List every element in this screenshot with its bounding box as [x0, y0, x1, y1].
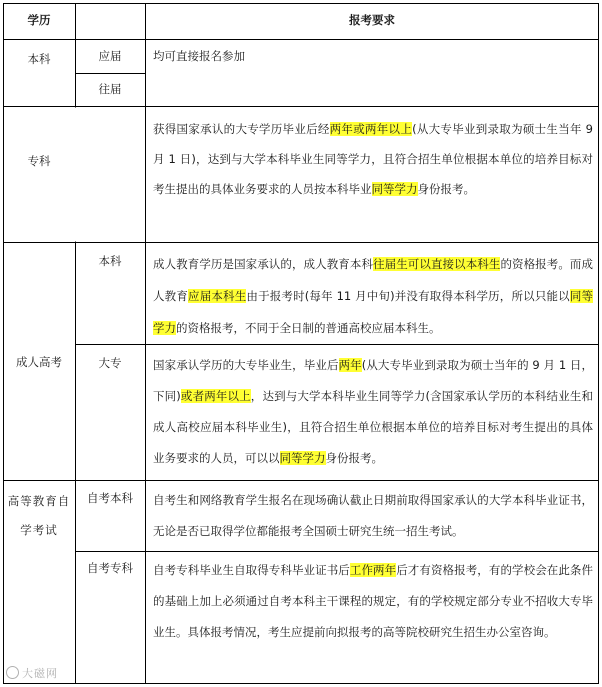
highlight-previous-grad: 往届生可以直接以本科生	[373, 257, 501, 271]
highlight-two-years: 两年或两年以上	[329, 122, 413, 136]
sub-label-adult-bachelor: 本科	[98, 254, 122, 268]
sub-label-fresh: 应届	[98, 49, 122, 63]
self-study-college-requirement: 自考专科毕业生自取得专科毕业证书后工作两年后才有资格报考，有的学校会在此条件的基础上加上必须通过自考本科主干课程的规定，有的学校规定部分专业不招收大专毕业生。具体报考情况，考生应提前向拟报考的高等院校研究生招生办公室咨询。	[153, 563, 594, 639]
highlight-equivalent: 同等学力	[371, 182, 418, 196]
watermark-logo-icon	[6, 666, 19, 679]
adult-college-requirement: 国家承认学历的大专毕业生，毕业后两年(从大专毕业到录取为硕士当年的 9 月 1 日，下同)或者两年以上，达到与大学本科毕业生同等学力(含国家承认学历的本科结业生和成人高校应届本科毕业生)，且符合招生单位根据本单位的培养目标对考生提出的具体业务要求的人员，可以以同等学力身份报考。	[153, 358, 594, 465]
self-study-bachelor-requirement: 自考生和网络教育学生报名在现场确认截止日期前取得国家承认的大学本科毕业证书，无论是否已取得学位都能报考全国硕士研究生统一招生考试。	[153, 493, 593, 538]
highlight-two-years-or-more: 或者两年以上	[180, 389, 251, 403]
row-label-adult-exam: 成人高考	[16, 355, 62, 369]
sub-label-self-study-college: 自考专科	[87, 561, 133, 575]
highlight-fresh-grad: 应届本科生	[188, 289, 247, 303]
adult-bachelor-requirement: 成人教育学历是国家承认的，成人教育本科往届生可以直接以本科生的资格报考。而成人教育应届本科生由于报考时(每年 11 月中旬)并没有取得本科学历，所以只能以同等学力的资格报考，不同于全日制的普通高校应届本科生。	[153, 257, 594, 335]
row-label-junior-college: 专科	[27, 154, 51, 168]
watermark: 大磁网	[6, 665, 58, 681]
junior-college-requirement: 获得国家承认的大专学历毕业后经两年或两年以上(从大专毕业到录取为硕士生当年 9 月 1 日)，达到与大学本科毕业生同等学力，且符合招生单位根据本单位的培养目标对考生提出的具体业务要求的人员按本科毕业同等学力身份报考。	[153, 122, 594, 196]
header-requirements: 报考要求	[349, 13, 395, 27]
highlight-work-two-years: 工作两年	[349, 563, 397, 577]
sub-label-adult-college: 大专	[98, 356, 122, 370]
highlight-equivalent: 同等学力	[279, 451, 326, 465]
row-label-undergrad: 本科	[27, 52, 51, 66]
highlight-two-years: 两年	[338, 358, 362, 372]
admission-requirements-table	[3, 3, 599, 684]
highlight-equivalent: 同等学力	[153, 289, 594, 335]
undergrad-requirement: 均可直接报名参加	[153, 49, 245, 63]
sub-label-previous: 往届	[98, 82, 122, 96]
header-education: 学历	[27, 13, 51, 27]
row-label-self-study: 高等教育自学考试	[7, 494, 71, 537]
sub-label-self-study-bachelor: 自考本科	[87, 491, 133, 505]
